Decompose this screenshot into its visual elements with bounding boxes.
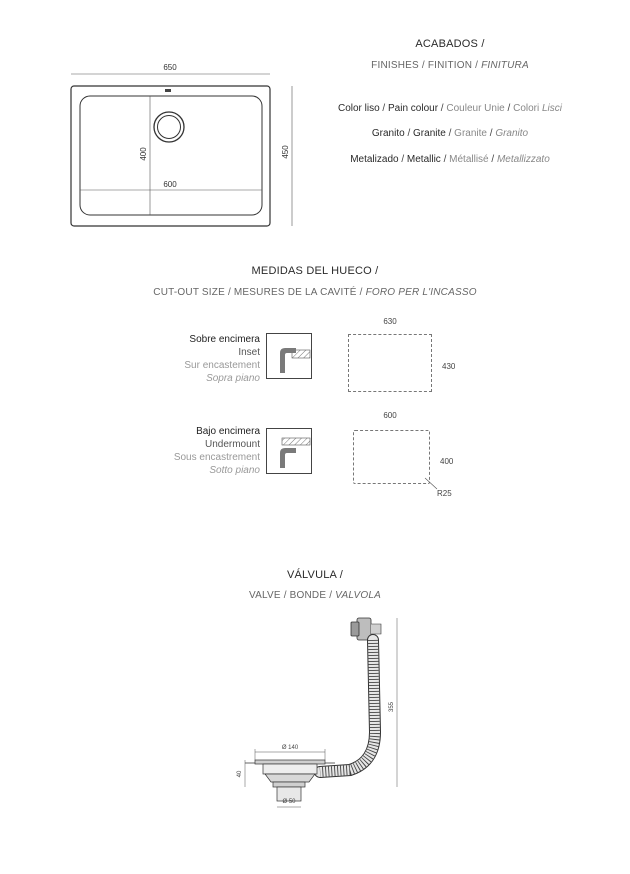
- finish-metallic-fr: Métallisé: [449, 154, 489, 165]
- finish-plain-it-b: Lisci: [542, 103, 563, 114]
- hose-corrugation: [320, 640, 375, 772]
- undermount-height-label: 400: [440, 457, 454, 466]
- overflow-cap: [351, 622, 359, 636]
- inner-width-label: 600: [163, 180, 177, 189]
- inset-label-it: Sopra piano: [206, 373, 260, 384]
- valve-title: [220, 569, 410, 581]
- finish-plain-it-a: Colori: [513, 103, 540, 114]
- undermount-label-fr: Sous encastrement: [173, 452, 260, 463]
- finish-granite-fr: Granite: [454, 128, 487, 139]
- top-diameter-label: Ø 140: [281, 745, 299, 751]
- cutout-subtitle-fr: MESURES DE LA CAVITÉ: [233, 287, 357, 298]
- drain-flange: [255, 760, 325, 764]
- drain-outer-circle: [154, 112, 184, 142]
- finish-plain-fr: Couleur Unie: [446, 103, 505, 114]
- finish-plain-es: Color liso: [337, 103, 380, 114]
- cutout-subtitle: CUT-OUT SIZE / MESURES DE LA CAVITÉ / FORO PER L'INCASSO: [153, 287, 477, 298]
- finish-plain-en: Pain colour: [388, 103, 439, 114]
- valve-subtitle-it: VALVOLA: [335, 590, 382, 601]
- inset-height-label: 430: [442, 362, 456, 371]
- finish-metallic-it: Metallizzato: [496, 154, 550, 165]
- finish-granite-en: Granite: [413, 128, 446, 139]
- inset-cutout-outline: [348, 334, 432, 392]
- valve-title-sep: /: [339, 569, 344, 581]
- bottom-diameter-label: Ø 50: [282, 799, 296, 805]
- total-height-label: 355: [389, 701, 395, 713]
- finish-item-metallic: Metalizado / Metallic / Métallisé / Metallizzato: [350, 154, 550, 165]
- finishes-title-text: ACABADOS: [415, 38, 479, 50]
- inner-height-label: 400: [139, 147, 148, 161]
- finishes-title: [340, 38, 560, 50]
- undermount-cutout-outline: [353, 430, 430, 484]
- undermount-label-it: Sotto piano: [209, 465, 260, 476]
- drain-inner-circle: [158, 116, 181, 139]
- undermount-labels: [140, 425, 260, 477]
- undermount-label-en: Undermount: [204, 439, 260, 450]
- cutout-title-sep: /: [375, 265, 379, 277]
- drain-body: [263, 764, 317, 774]
- valve-drawing: [225, 612, 410, 812]
- finishes-subtitle: FINISHES / FINITION / FINITURA: [371, 60, 529, 71]
- finishes-subtitle-fr: FINITION: [427, 60, 473, 71]
- cutout-subtitle-it: FORO PER L'INCASSO: [365, 287, 477, 298]
- cutout-title: [200, 265, 430, 277]
- inset-label-es: Sobre encimera: [189, 334, 260, 345]
- overflow-slot: [165, 89, 171, 92]
- undermount-width-label: 600: [383, 411, 397, 420]
- sink-inner-bowl: [80, 96, 262, 215]
- height-label: 450: [281, 145, 290, 159]
- cutout-subtitle-en: CUT-OUT SIZE: [153, 287, 225, 298]
- valve-title-text: VÁLVULA: [286, 569, 337, 581]
- inset-label-en: Inset: [238, 347, 260, 358]
- finish-granite-es: Granito: [371, 128, 405, 139]
- inset-width-label: 630: [383, 317, 397, 326]
- sink-top-view-drawing: [55, 60, 305, 235]
- valve-subtitle-en: VALVE: [248, 590, 281, 601]
- valve-subtitle-fr: BONDE: [289, 590, 327, 601]
- finish-item-plain: Color liso / Pain colour / Couleur Unie / Colori Lisci: [337, 103, 563, 114]
- radius-leader-line: [420, 476, 440, 492]
- finish-granite-it: Granito: [495, 128, 529, 139]
- inset-labels: [140, 333, 260, 385]
- inset-mount-icon: [266, 333, 312, 379]
- finishes-title-sep: /: [481, 38, 485, 50]
- sink-outer-frame: [71, 86, 270, 226]
- valve-subtitle: VALVE / BONDE / VALVOLA: [248, 590, 382, 601]
- finishes-subtitle-it: FINITURA: [481, 60, 529, 71]
- drain-nut: [273, 782, 305, 787]
- cutout-title-text: MEDIDAS DEL HUECO: [251, 265, 372, 277]
- undermount-radius-label: R25: [437, 489, 452, 498]
- body-height-label: 40: [237, 770, 243, 778]
- inset-label-fr: Sur encastement: [184, 360, 260, 371]
- finish-item-granite: Granito / Granite / Granite / Granito: [371, 128, 529, 139]
- finish-metallic-es: Metalizado: [350, 154, 399, 165]
- finish-metallic-en: Metallic: [406, 154, 441, 165]
- width-label: 650: [163, 63, 177, 72]
- undermount-label-es: Bajo encimera: [196, 426, 260, 437]
- finishes-subtitle-en: FINISHES: [371, 60, 419, 71]
- drain-cone: [265, 774, 315, 782]
- undermount-icon: [266, 428, 312, 474]
